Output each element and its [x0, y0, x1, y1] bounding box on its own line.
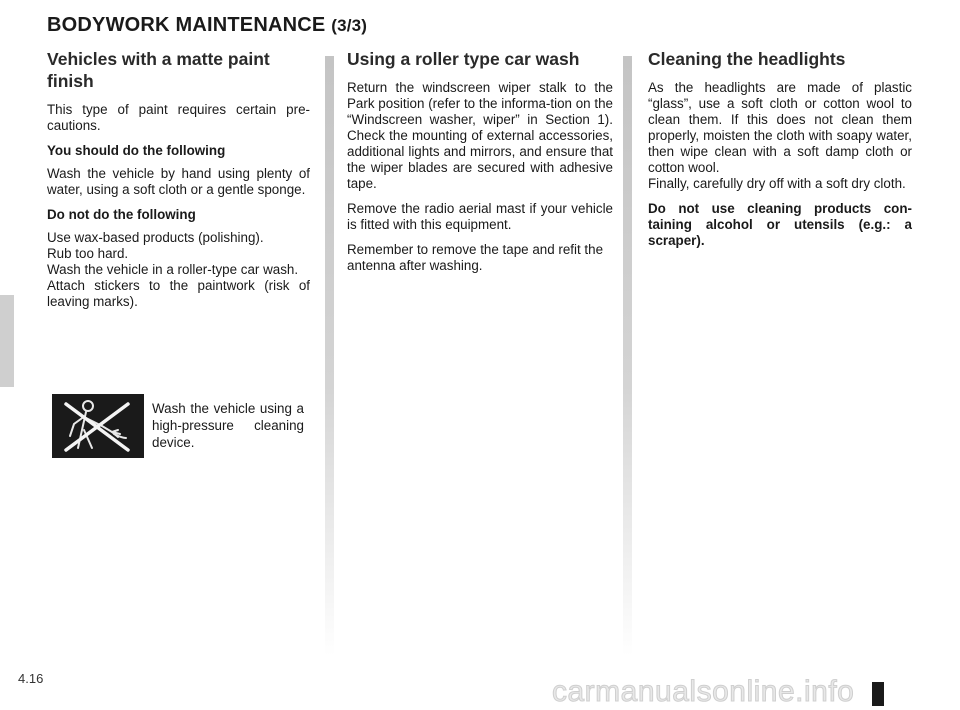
- roller-car-wash-heading: Using a roller type car wash: [347, 49, 580, 69]
- roller-car-wash-para: Return the windscreen wiper stalk to the Park position (refer to the informa-tion on the “Windscreen washer, wiper” in Section 1). Check the mounting of external accessories, additional lights and mirrors, and ensure that the wiper blades are secured with adhesive tape.: [347, 80, 613, 191]
- headlights-heading: Cleaning the headlights: [648, 49, 846, 69]
- dont-heading: Do not do the following: [47, 207, 196, 222]
- do-heading: You should do the following: [47, 143, 226, 158]
- roller-car-wash-para: Remember to remove the tape and refit the antenna after washing.: [347, 242, 604, 273]
- headlights-warning: Do not use cleaning products con-taining alcohol or utensils (e.g.: a scraper).: [648, 201, 912, 248]
- high-pressure-warning-text: Wash the vehicle using a high-pressure cleaning device.: [152, 401, 304, 450]
- matte-paint-intro: This type of paint requires certain pre-cautions.: [47, 102, 310, 133]
- page-title-text: BODYWORK MAINTENANCE: [47, 14, 326, 36]
- watermark: carmanualsonline.info: [552, 675, 855, 708]
- column-matte-paint: [47, 48, 310, 310]
- section-tab: [0, 295, 14, 387]
- column-divider-2: [623, 56, 632, 656]
- headlights-para: As the headlights are made of plastic “glass”, use a soft cloth or cotton wool to clean them. If this does not clean them properly, moisten the cloth with soapy water, then wipe clean with a soft damp cloth or cotton wool.: [648, 80, 912, 175]
- dont-item: Wash the vehicle in a roller-type car wash.: [47, 262, 299, 277]
- matte-paint-heading: Vehicles with a matte paint finish: [47, 49, 270, 91]
- roller-car-wash-para: Remove the radio aerial mast if your vehicle is fitted with this equipment.: [347, 201, 613, 232]
- page-title: [47, 14, 367, 37]
- headlights-para: Finally, carefully dry off with a soft dry cloth.: [648, 176, 906, 191]
- dont-item: Rub too hard.: [47, 246, 129, 261]
- column-divider-1: [325, 56, 334, 656]
- dont-item: Use wax-based products (polishing).: [47, 230, 264, 245]
- corner-marker: [872, 682, 884, 706]
- column-headlights: [648, 48, 912, 258]
- no-high-pressure-washer-icon: [52, 394, 144, 458]
- dont-item: Attach stickers to the paintwork (risk of leaving marks).: [47, 278, 310, 309]
- page-subtitle: (3/3): [331, 16, 368, 35]
- page-number: 4.16: [18, 671, 44, 686]
- column-roller-car-wash: [347, 48, 613, 283]
- do-text: Wash the vehicle by hand using plenty of water, using a soft cloth or a gentle sponge.: [47, 166, 310, 197]
